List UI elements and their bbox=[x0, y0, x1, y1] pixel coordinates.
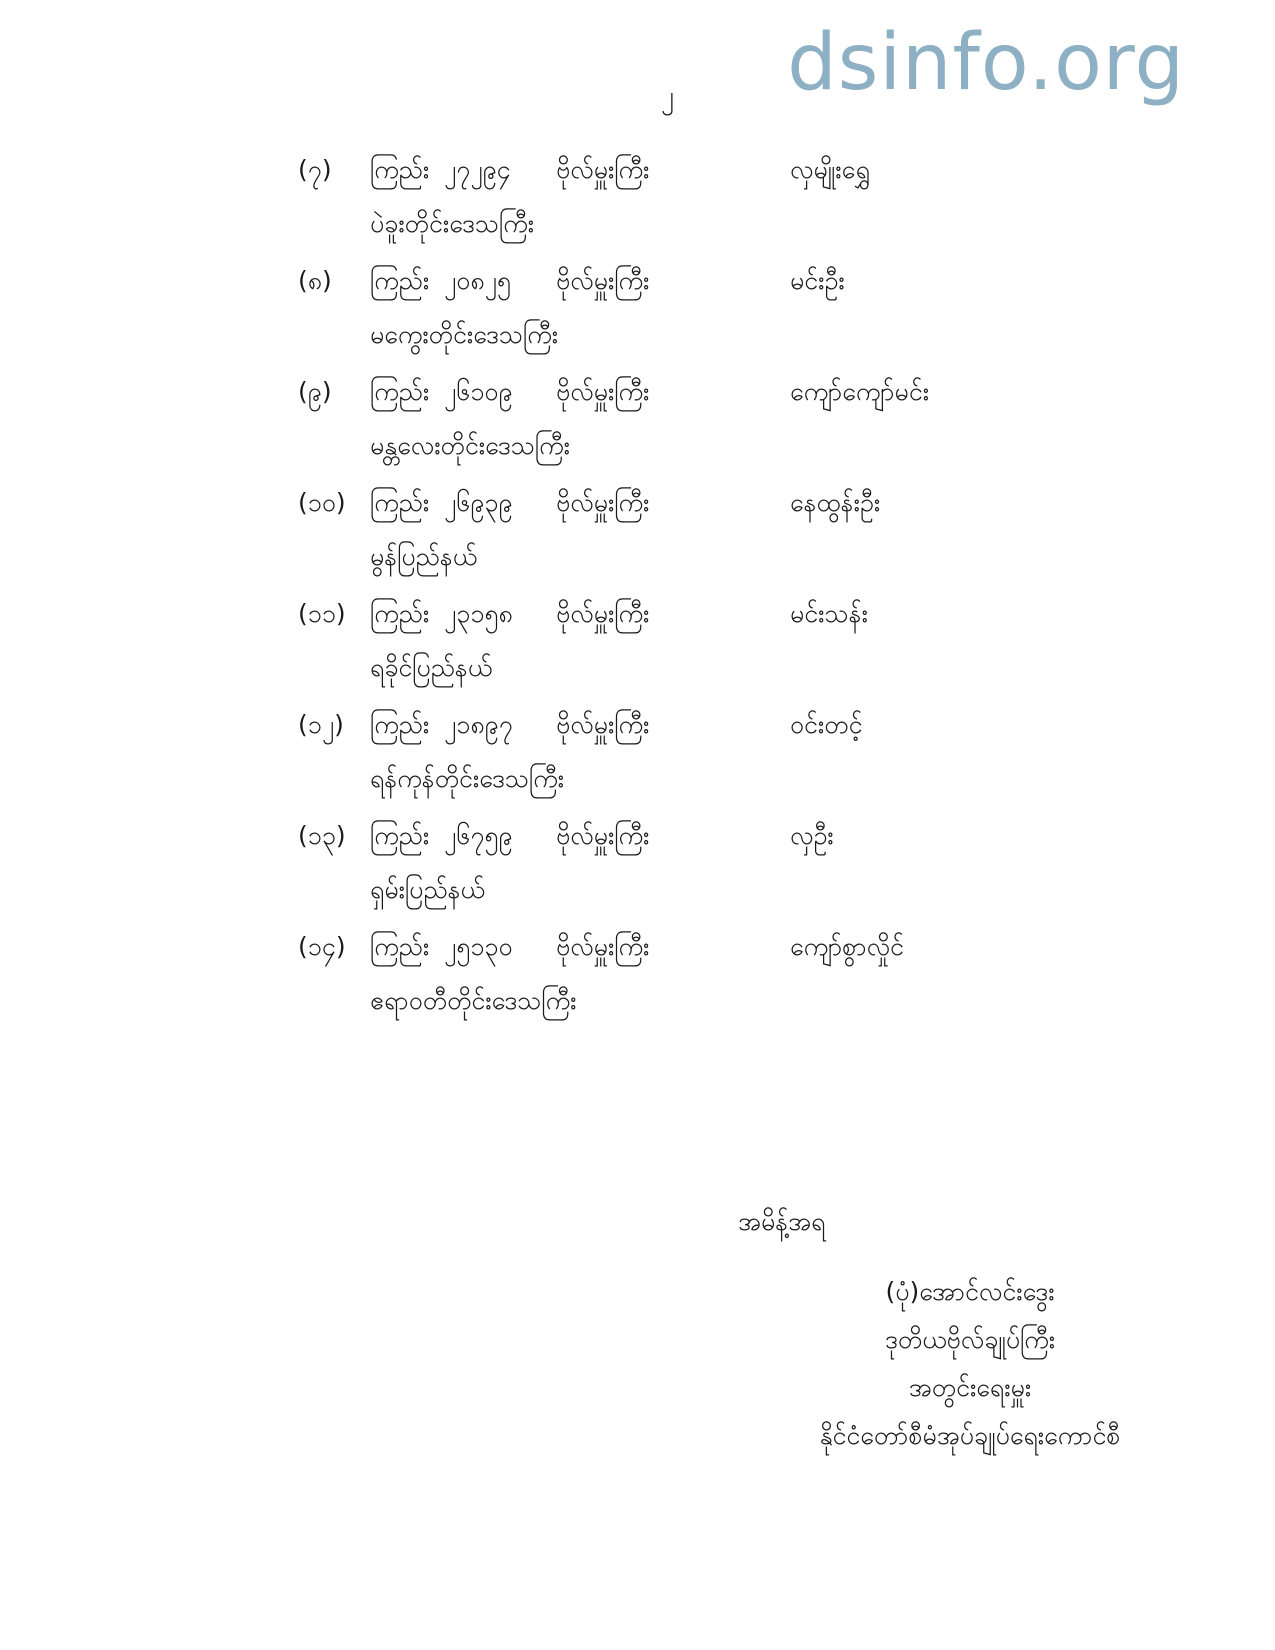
entry-list bbox=[298, 150, 1058, 1038]
entry-rank: ဗိုလ်မှူးကြီး bbox=[556, 710, 650, 739]
entry-line bbox=[298, 705, 1058, 745]
entry-number: ၂၃၁၅၈ bbox=[444, 599, 513, 628]
entry-number: ၂၀၈၂၅ bbox=[444, 266, 511, 295]
entry-name: ဝင်းတင့် bbox=[790, 710, 863, 739]
entry-line bbox=[298, 927, 1058, 967]
entry-index: (၉) bbox=[298, 377, 332, 406]
entry-region: မကွေးတိုင်းဒေသကြီး bbox=[370, 320, 559, 349]
signatory-name: (ပုံ)အောင်လင်းဒွေး bbox=[885, 1277, 1055, 1306]
entry-index: (၁၃) bbox=[298, 821, 346, 850]
entry-rank: ဗိုလ်မှူးကြီး bbox=[556, 488, 650, 517]
entry-region: ဧရာဝတီတိုင်းဒေသကြီး bbox=[370, 986, 577, 1015]
entry-line bbox=[298, 261, 1058, 301]
entry-number: ၂၆၁၀၉ bbox=[444, 377, 513, 406]
entry-region: မန္တလေးတိုင်းဒေသကြီး bbox=[370, 431, 570, 460]
entry-region: ပဲခူးတိုင်းဒေသကြီး bbox=[370, 209, 535, 238]
order-line: အမိန့်အရ bbox=[738, 1207, 826, 1236]
entry-index: (၁၁) bbox=[298, 599, 346, 628]
entry-name: ကျော်ကျော်မင်း bbox=[790, 377, 930, 406]
entry-index: (၁၄) bbox=[298, 932, 346, 961]
entry-line bbox=[298, 483, 1058, 523]
entry-line bbox=[298, 594, 1058, 634]
entry-name: နေထွန်းဦး bbox=[790, 488, 881, 517]
signature-block bbox=[760, 1268, 1180, 1460]
entry-prefix: ကြည်း bbox=[370, 821, 430, 850]
entry-prefix: ကြည်း bbox=[370, 266, 430, 295]
list-item bbox=[298, 150, 1058, 261]
entry-line bbox=[298, 816, 1058, 856]
entry-index: (၁၀) bbox=[298, 488, 346, 517]
entry-name: မင်းဦး bbox=[790, 266, 845, 295]
list-item bbox=[298, 927, 1058, 1038]
entry-region: ရခိုင်ပြည်နယ် bbox=[370, 653, 493, 682]
entry-rank: ဗိုလ်မှူးကြီး bbox=[556, 599, 650, 628]
page-number: ၂ bbox=[661, 81, 674, 111]
entry-index: (၈) bbox=[298, 266, 332, 295]
list-item bbox=[298, 372, 1058, 483]
entry-number: ၂၅၁၃၀ bbox=[444, 932, 513, 961]
entry-rank: ဗိုလ်မှူးကြီး bbox=[556, 377, 650, 406]
watermark: dsinfo.org bbox=[787, 18, 1185, 108]
entry-prefix: ကြည်း bbox=[370, 155, 430, 184]
entry-prefix: ကြည်း bbox=[370, 488, 430, 517]
entry-rank: ဗိုလ်မှူးကြီး bbox=[556, 821, 650, 850]
entry-line bbox=[298, 150, 1058, 190]
entry-rank: ဗိုလ်မှူးကြီး bbox=[556, 155, 650, 184]
entry-name: ကျော်စွာလှိုင် bbox=[790, 932, 904, 961]
signatory-organization: နိုင်ငံတော်စီမံအုပ်ချုပ်ရေးကောင်စီ bbox=[819, 1421, 1121, 1450]
list-item bbox=[298, 261, 1058, 372]
entry-index: (၇) bbox=[298, 155, 332, 184]
entry-prefix: ကြည်း bbox=[370, 377, 430, 406]
list-item bbox=[298, 816, 1058, 927]
signatory-rank: ဒုတိယဗိုလ်ချုပ်ကြီး bbox=[884, 1325, 1056, 1354]
entry-number: ၂၆၉၃၉ bbox=[444, 488, 513, 517]
entry-number: ၂၆၇၅၉ bbox=[444, 821, 513, 850]
entry-region: ရှမ်းပြည်နယ် bbox=[370, 875, 485, 904]
entry-rank: ဗိုလ်မှူးကြီး bbox=[556, 266, 650, 295]
entry-name: မင်းသန်း bbox=[790, 599, 868, 628]
entry-rank: ဗိုလ်မှူးကြီး bbox=[556, 932, 650, 961]
signatory-role: အတွင်းရေးမှူး bbox=[908, 1373, 1032, 1402]
entry-prefix: ကြည်း bbox=[370, 932, 430, 961]
list-item bbox=[298, 483, 1058, 594]
entry-region: မွန်ပြည်နယ် bbox=[370, 542, 478, 571]
list-item bbox=[298, 705, 1058, 816]
entry-index: (၁၂) bbox=[298, 710, 344, 739]
entry-prefix: ကြည်း bbox=[370, 710, 430, 739]
entry-prefix: ကြည်း bbox=[370, 599, 430, 628]
entry-name: လှမျိုးရွှေ bbox=[790, 155, 871, 184]
entry-line bbox=[298, 372, 1058, 412]
entry-number: ၂၇၂၉၄ bbox=[444, 155, 511, 184]
entry-name: လှဦး bbox=[790, 821, 834, 850]
entry-number: ၂၁၈၉၇ bbox=[444, 710, 513, 739]
entry-region: ရန်ကုန်တိုင်းဒေသကြီး bbox=[370, 764, 565, 793]
list-item bbox=[298, 594, 1058, 705]
